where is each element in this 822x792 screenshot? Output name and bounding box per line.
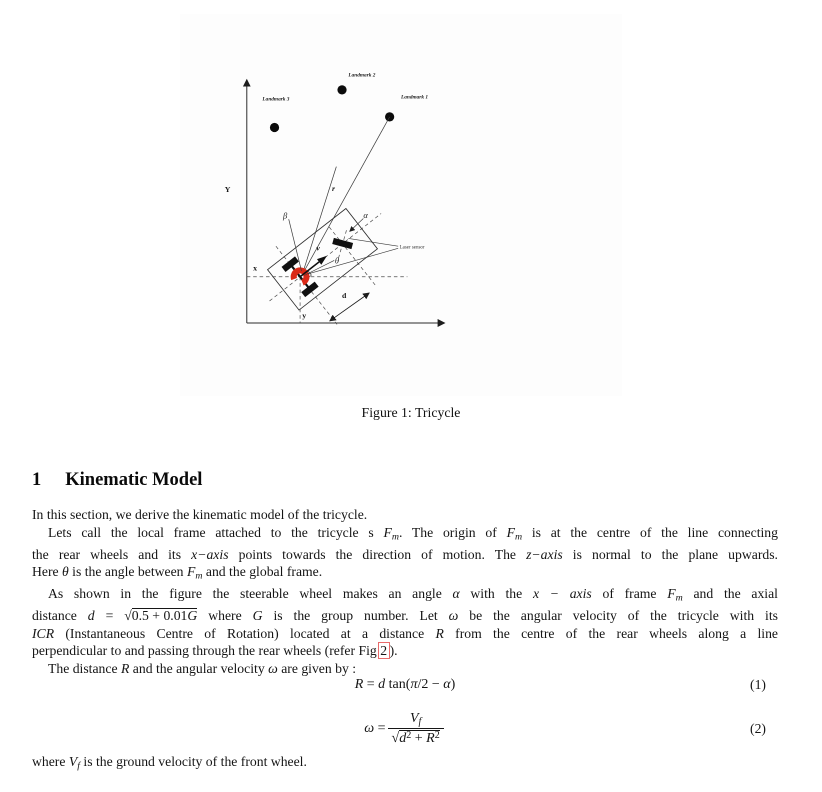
text-run: m — [675, 592, 683, 604]
text-line — [32, 563, 778, 585]
text-run: m — [195, 570, 203, 582]
theta-label: θ — [334, 255, 340, 266]
text-run: F — [506, 524, 515, 540]
d-dimension-arrow — [330, 293, 369, 321]
text-run: distance — [32, 608, 88, 624]
text-run: ω — [448, 608, 459, 624]
paragraph — [32, 524, 778, 586]
range-r-label: r — [332, 183, 336, 193]
text-run: of frame — [591, 586, 668, 602]
text-run: √ — [124, 608, 132, 624]
text-run: α — [443, 677, 451, 692]
text-line — [32, 642, 778, 660]
section-heading — [32, 470, 202, 491]
tricycle-body — [268, 208, 378, 310]
text-line — [32, 585, 778, 607]
text-run: Lets call the local frame attached to the tricycle s — [48, 524, 384, 540]
text-run: ω — [364, 721, 375, 736]
beta-label: β — [283, 210, 288, 221]
text-run: f — [77, 760, 80, 772]
text-run: The distance — [48, 660, 121, 676]
paragraph — [32, 506, 778, 524]
text-run: is at the centre of the line connecting — [522, 524, 778, 540]
text-run: (Instantaneous Centre of Rotation) located at a distance — [54, 625, 436, 641]
text-run: z−axis — [526, 546, 563, 562]
fraction-denominator — [388, 728, 444, 747]
text-run: and the angular velocity — [129, 660, 269, 676]
landmark2-label: Landmark 2 — [348, 72, 376, 79]
text-run: is the group number. Let — [262, 608, 449, 624]
equation-1-math — [355, 677, 456, 693]
section-title: Kinematic Model — [65, 470, 203, 490]
text-run — [399, 730, 440, 747]
text-run: R — [426, 731, 435, 747]
text-run: m — [391, 530, 399, 542]
text-run: with the — [459, 586, 533, 602]
text-run: G — [187, 608, 198, 624]
equation-2 — [32, 706, 778, 752]
text-run: V — [409, 710, 419, 726]
front-steerable-wheel — [332, 238, 353, 249]
text-line — [32, 607, 778, 625]
landmark2-dot — [337, 85, 346, 94]
equation-1 — [32, 672, 778, 698]
text-run: and the global frame. — [202, 564, 323, 580]
d-label: d — [342, 291, 347, 301]
text-run: x − axis — [532, 586, 592, 602]
landmark1-label: Landmark 1 — [401, 94, 429, 101]
text-run: . The origin of — [398, 524, 507, 540]
text-run: are given by : — [277, 660, 357, 676]
text-run: be the angular velocity of the tricycle with its — [458, 608, 778, 624]
closing-text — [32, 753, 778, 775]
text-run: √ — [391, 731, 400, 747]
text-run: d — [87, 608, 95, 624]
text-line — [32, 753, 778, 775]
figure-caption: Figure 1: Tricycle — [361, 405, 461, 420]
text-run — [132, 608, 198, 624]
text-run: As shown in the figure the steerable wheel makes an angle — [48, 586, 453, 602]
alpha-label: α — [363, 209, 368, 220]
paragraph — [32, 753, 778, 775]
x-coord-label: x — [253, 263, 258, 273]
paragraph — [32, 585, 778, 660]
text-run: perpendicular to and passing through the rear wheels (refer Fig — [32, 643, 377, 659]
text-run: α — [452, 586, 460, 602]
text-run: and the axial — [682, 586, 778, 602]
text-run: θ — [62, 564, 69, 580]
fig2-reference-link[interactable]: 2 — [378, 642, 390, 659]
text-run: /2 − — [417, 677, 444, 692]
equation-block — [32, 672, 778, 752]
text-run: G — [252, 608, 263, 624]
text-run: x−axis — [191, 546, 229, 562]
text-run: 0.5 + 0.01 — [131, 608, 188, 624]
text-line — [32, 546, 778, 564]
text-run: 2 — [406, 730, 412, 742]
landmark1-dot — [385, 112, 394, 121]
tricycle-diagram — [180, 14, 622, 396]
body-text — [32, 506, 778, 677]
text-run: ω — [268, 660, 278, 676]
equation-2-lhs — [364, 721, 385, 737]
text-run: F — [383, 524, 392, 540]
laser-callout-line-1 — [348, 238, 398, 246]
text-run: R — [120, 660, 130, 676]
text-run: from the centre of the rear wheels along a line — [443, 625, 778, 641]
text-run: F — [186, 564, 196, 580]
text-run: Here — [32, 564, 63, 580]
equation-2-number: (2) — [750, 721, 766, 736]
text-run: tan( — [385, 677, 411, 692]
figure-panel — [180, 14, 622, 396]
text-run: d — [399, 731, 407, 747]
text-run: is the angle between — [68, 564, 187, 580]
equation-1-number: (1) — [750, 677, 766, 692]
text-run: d — [378, 677, 386, 692]
landmark3-label: Landmark 3 — [262, 96, 290, 103]
text-run: the rear wheels and its — [32, 546, 192, 562]
text-run: R — [435, 625, 444, 641]
landmark3-dot — [270, 123, 279, 132]
text-run: 2 — [434, 730, 440, 742]
text-run: m — [514, 530, 523, 542]
text-run: = — [94, 608, 125, 624]
text-run: = — [363, 677, 379, 692]
text-line — [32, 506, 778, 524]
text-run: π — [410, 677, 418, 692]
equation-2-fraction — [388, 711, 444, 748]
laser-sensor-label: Laser sensor — [399, 245, 425, 251]
text-run: + — [411, 731, 427, 747]
text-run: is normal to the plane upwards. — [562, 546, 778, 562]
text-run: where — [32, 754, 69, 769]
text-line — [32, 524, 778, 546]
text-run: where — [197, 608, 253, 624]
section-number: 1 — [32, 470, 42, 490]
y-coord-label: y — [302, 310, 307, 320]
text-run: is the ground velocity of the front wheel. — [79, 754, 307, 769]
y-axis-label: Y — [224, 185, 231, 195]
text-run: ) — [450, 677, 456, 692]
text-line — [32, 625, 778, 643]
text-run: points towards the direction of motion. The — [228, 546, 527, 562]
velocity-v-label: v — [316, 243, 320, 253]
text-run: f — [418, 716, 422, 728]
fraction-numerator — [404, 711, 427, 728]
text-run: V — [68, 754, 78, 769]
text-run: R — [354, 677, 364, 692]
text-run: ICR — [32, 625, 55, 641]
text-run: In this section, we derive the kinematic model of the tricycle. — [32, 507, 368, 522]
text-run: ). — [389, 643, 398, 659]
range-line-r — [302, 117, 389, 275]
text-run: = — [374, 721, 386, 736]
text-run: F — [667, 586, 676, 602]
